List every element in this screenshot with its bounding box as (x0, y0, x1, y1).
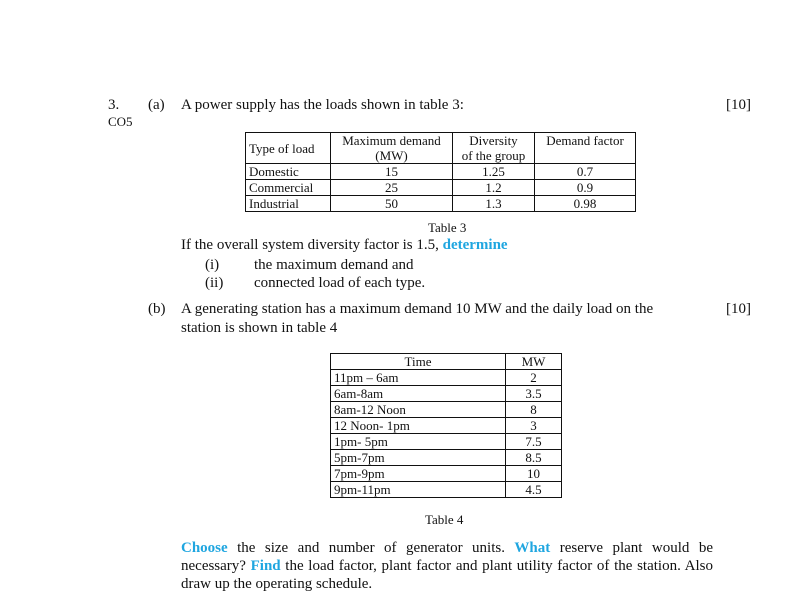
demand-factor-cell: 0.7 (535, 164, 636, 180)
diversity-cell: 1.2 (453, 180, 535, 196)
table-row (331, 418, 562, 434)
table-row (331, 370, 562, 386)
mw-cell: 10 (506, 466, 562, 482)
demand-factor-cell: 0.9 (535, 180, 636, 196)
table-row (246, 180, 636, 196)
demand-factor-cell: 0.98 (535, 196, 636, 212)
table-row (246, 164, 636, 180)
time-cell: 9pm-11pm (331, 482, 506, 498)
header-demand-factor: Demand factor (535, 133, 636, 164)
instruction-text-3: the load factor, plant factor and plant utility factor of the station. Also draw up the operating schedule. (181, 558, 713, 592)
max-demand-cell: 25 (331, 180, 453, 196)
time-cell: 6am-8am (331, 386, 506, 402)
diversity-cell: 1.25 (453, 164, 535, 180)
load-table (245, 132, 636, 212)
item-i-number: (i) (205, 257, 220, 273)
part-b-label: (b) (148, 301, 166, 317)
mw-cell: 3 (506, 418, 562, 434)
keyword-find: Find (250, 558, 281, 574)
header-type-of-load: Type of load (246, 133, 331, 164)
keyword-choose: Choose (181, 540, 228, 556)
header-diversity-line1: Diversity (469, 133, 518, 148)
item-i-text: the maximum demand and (254, 257, 414, 273)
part-a-marks: [10] (726, 97, 751, 113)
time-cell: 1pm- 5pm (331, 434, 506, 450)
part-b-line2: station is shown in table 4 (181, 320, 338, 336)
table-4-caption: Table 4 (425, 512, 464, 527)
max-demand-cell: 50 (331, 196, 453, 212)
table-header-row (331, 354, 562, 370)
table-row (331, 466, 562, 482)
keyword-determine: determine (442, 237, 508, 253)
header-max-demand-line1: Maximum demand (342, 133, 441, 148)
course-outcome: CO5 (108, 114, 133, 129)
time-cell: 8am-12 Noon (331, 402, 506, 418)
load-type-cell: Domestic (246, 164, 331, 180)
item-ii-text: connected load of each type. (254, 275, 426, 291)
table-row (331, 482, 562, 498)
time-cell: 7pm-9pm (331, 466, 506, 482)
keyword-what: What (514, 540, 551, 556)
max-demand-cell: 15 (331, 164, 453, 180)
load-type-cell: Commercial (246, 180, 331, 196)
table-row (331, 386, 562, 402)
table-row (331, 434, 562, 450)
header-max-demand-line2: (MW) (375, 148, 408, 163)
part-a-text: A power supply has the loads shown in table 3: (181, 97, 464, 113)
part-a-label: (a) (148, 97, 165, 113)
header-max-demand (331, 133, 453, 164)
time-cell: 11pm – 6am (331, 370, 506, 386)
header-diversity-line2: of the group (461, 148, 526, 163)
instruction-text-1: the size and number of generator units. (227, 540, 515, 556)
table-3-caption: Table 3 (428, 220, 467, 235)
diversity-cell: 1.3 (453, 196, 535, 212)
mw-cell: 2 (506, 370, 562, 386)
instruction-text: If the overall system diversity factor is 1.5, (181, 237, 439, 253)
mw-cell: 7.5 (506, 434, 562, 450)
load-type-cell: Industrial (246, 196, 331, 212)
part-b-instructions (181, 539, 713, 593)
mw-cell: 4.5 (506, 482, 562, 498)
part-b-line1: A generating station has a maximum demand 10 MW and the daily load on the (181, 301, 654, 317)
question-number: 3. (108, 97, 120, 113)
mw-cell: 8.5 (506, 450, 562, 466)
table-row (331, 450, 562, 466)
load-schedule-table (330, 353, 562, 498)
table-row (331, 402, 562, 418)
item-ii-number: (ii) (205, 275, 224, 291)
table-row (246, 196, 636, 212)
time-cell: 12 Noon- 1pm (331, 418, 506, 434)
header-diversity (453, 133, 535, 164)
instruction-text-2: reserve plant would be necessary? (181, 540, 714, 574)
header-time: Time (331, 354, 506, 370)
part-a-instruction (181, 236, 508, 254)
table-header-row (246, 133, 636, 164)
header-mw: MW (506, 354, 562, 370)
mw-cell: 8 (506, 402, 562, 418)
part-b-marks: [10] (726, 301, 751, 317)
time-cell: 5pm-7pm (331, 450, 506, 466)
mw-cell: 3.5 (506, 386, 562, 402)
